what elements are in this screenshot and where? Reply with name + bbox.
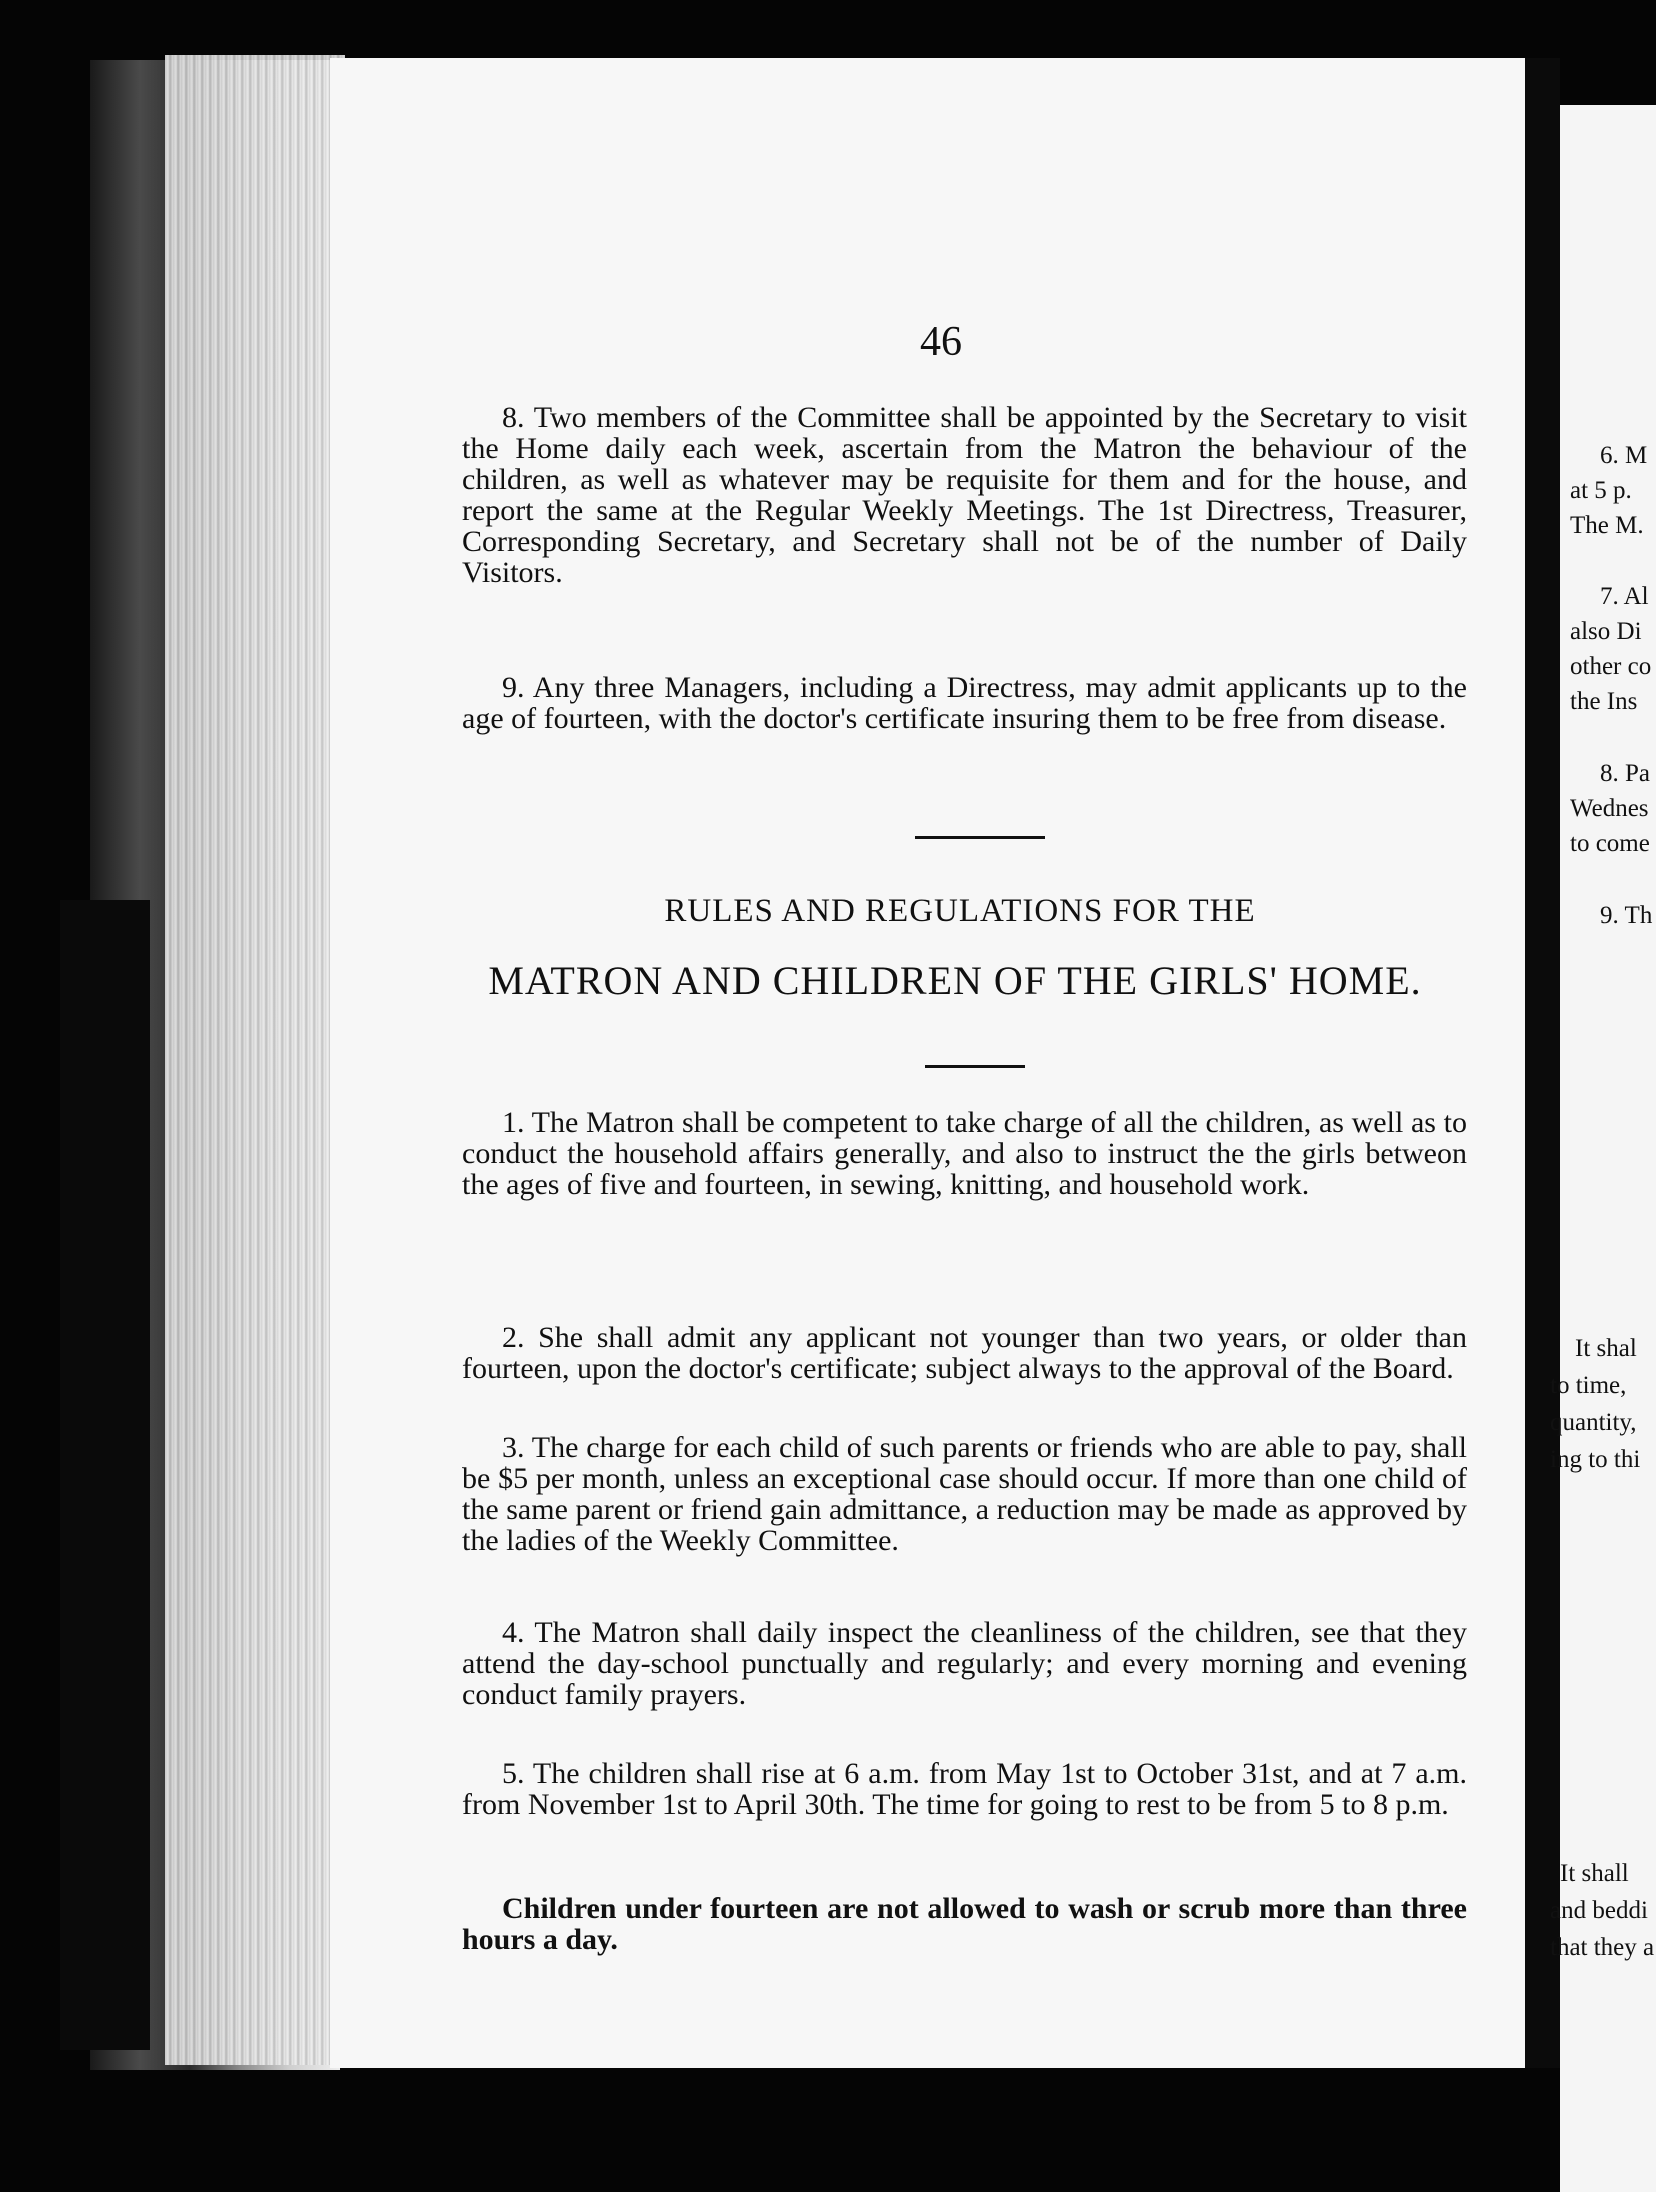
facing-text-fragment: 9. Th	[1600, 902, 1653, 929]
facing-text-fragment: It shall	[1560, 1860, 1629, 1887]
facing-text-fragment: Wednes	[1570, 795, 1649, 822]
matron-rule-1: 1. The Matron shall be competent to take charge of all the children, as well as to conduct the household affairs generally, and also to instruct the the girls betweon the ages of five and fourteen, in sewing, knitting, and household work.	[462, 1106, 1467, 1201]
matron-rule-3: 3. The charge for each child of such parents or friends who are able to pay, shall be $5 per month, unless an exceptional case should occur. If more than one child of the same parent or friend gain admittance, a reduction may be made as approved by the ladies of the Weekly Committee.	[462, 1431, 1467, 1557]
facing-text-fragment: the Ins	[1570, 688, 1638, 715]
page-stack-edges	[165, 55, 345, 2065]
facing-text-fragment: 7. Al	[1600, 583, 1649, 610]
section-heading-line-1: RULES AND REGULATIONS FOR THE	[664, 893, 1256, 929]
heading-divider	[925, 1065, 1025, 1068]
facing-text-fragment: other co	[1570, 653, 1652, 680]
section-divider	[915, 836, 1045, 839]
facing-page-fragment	[1550, 105, 1656, 2192]
facing-text-fragment: quantity,	[1550, 1409, 1637, 1436]
book-cover-shadow	[60, 900, 150, 2050]
facing-text-fragment: ing to thi	[1550, 1446, 1641, 1473]
facing-text-fragment: to come	[1570, 830, 1650, 857]
matron-rule-4: 4. The Matron shall daily inspect the cleanliness of the children, see that they attend the day-school punctually and regularly; and every morning and evening conduct family prayers.	[462, 1616, 1467, 1711]
closing-note: Children under fourteen are not allowed to wash or scrub more than three hours a day.	[462, 1892, 1467, 1956]
facing-text-fragment: 8. Pa	[1600, 760, 1650, 787]
page-gutter	[1525, 58, 1560, 2068]
section-heading-line-2: MATRON AND CHILDREN OF THE GIRLS' HOME.	[488, 958, 1422, 1003]
facing-text-fragment: 6. M	[1600, 442, 1648, 469]
facing-text-fragment: The M.	[1570, 512, 1644, 539]
paragraph-rule-8: 8. Two members of the Committee shall be appointed by the Secretary to visit the Home daily each week, ascertain from the Matron the behaviour of the children, as well as whatever may be requisite for them and for the house, and report the same at the Regular Weekly Meetings. The 1st Directress, Treasurer, Corresponding Secretary, and Secretary shall not be of the number of Daily Visitors.	[462, 401, 1467, 589]
matron-rule-5: 5. The children shall rise at 6 a.m. from May 1st to October 31st, and at 7 a.m. from November 1st to April 30th. The time for going to rest to be from 5 to 8 p.m.	[462, 1757, 1467, 1821]
matron-rule-2: 2. She shall admit any applicant not younger than two years, or older than fourteen, upon the doctor's certificate; subject always to the approval of the Board.	[462, 1321, 1467, 1385]
facing-text-fragment: to time,	[1550, 1372, 1627, 1399]
page-number: 46	[920, 319, 962, 365]
facing-text-fragment: that they a	[1550, 1934, 1655, 1961]
facing-text-fragment: also Di	[1570, 618, 1642, 645]
facing-text-fragment: at 5 p.	[1570, 477, 1632, 504]
facing-text-fragment: and beddi	[1550, 1897, 1648, 1924]
facing-text-fragment: It shal	[1575, 1335, 1637, 1362]
paragraph-rule-9: 9. Any three Managers, including a Directress, may admit applicants up to the age of fourteen, with the doctor's certificate insuring them to be free from disease.	[462, 671, 1467, 735]
